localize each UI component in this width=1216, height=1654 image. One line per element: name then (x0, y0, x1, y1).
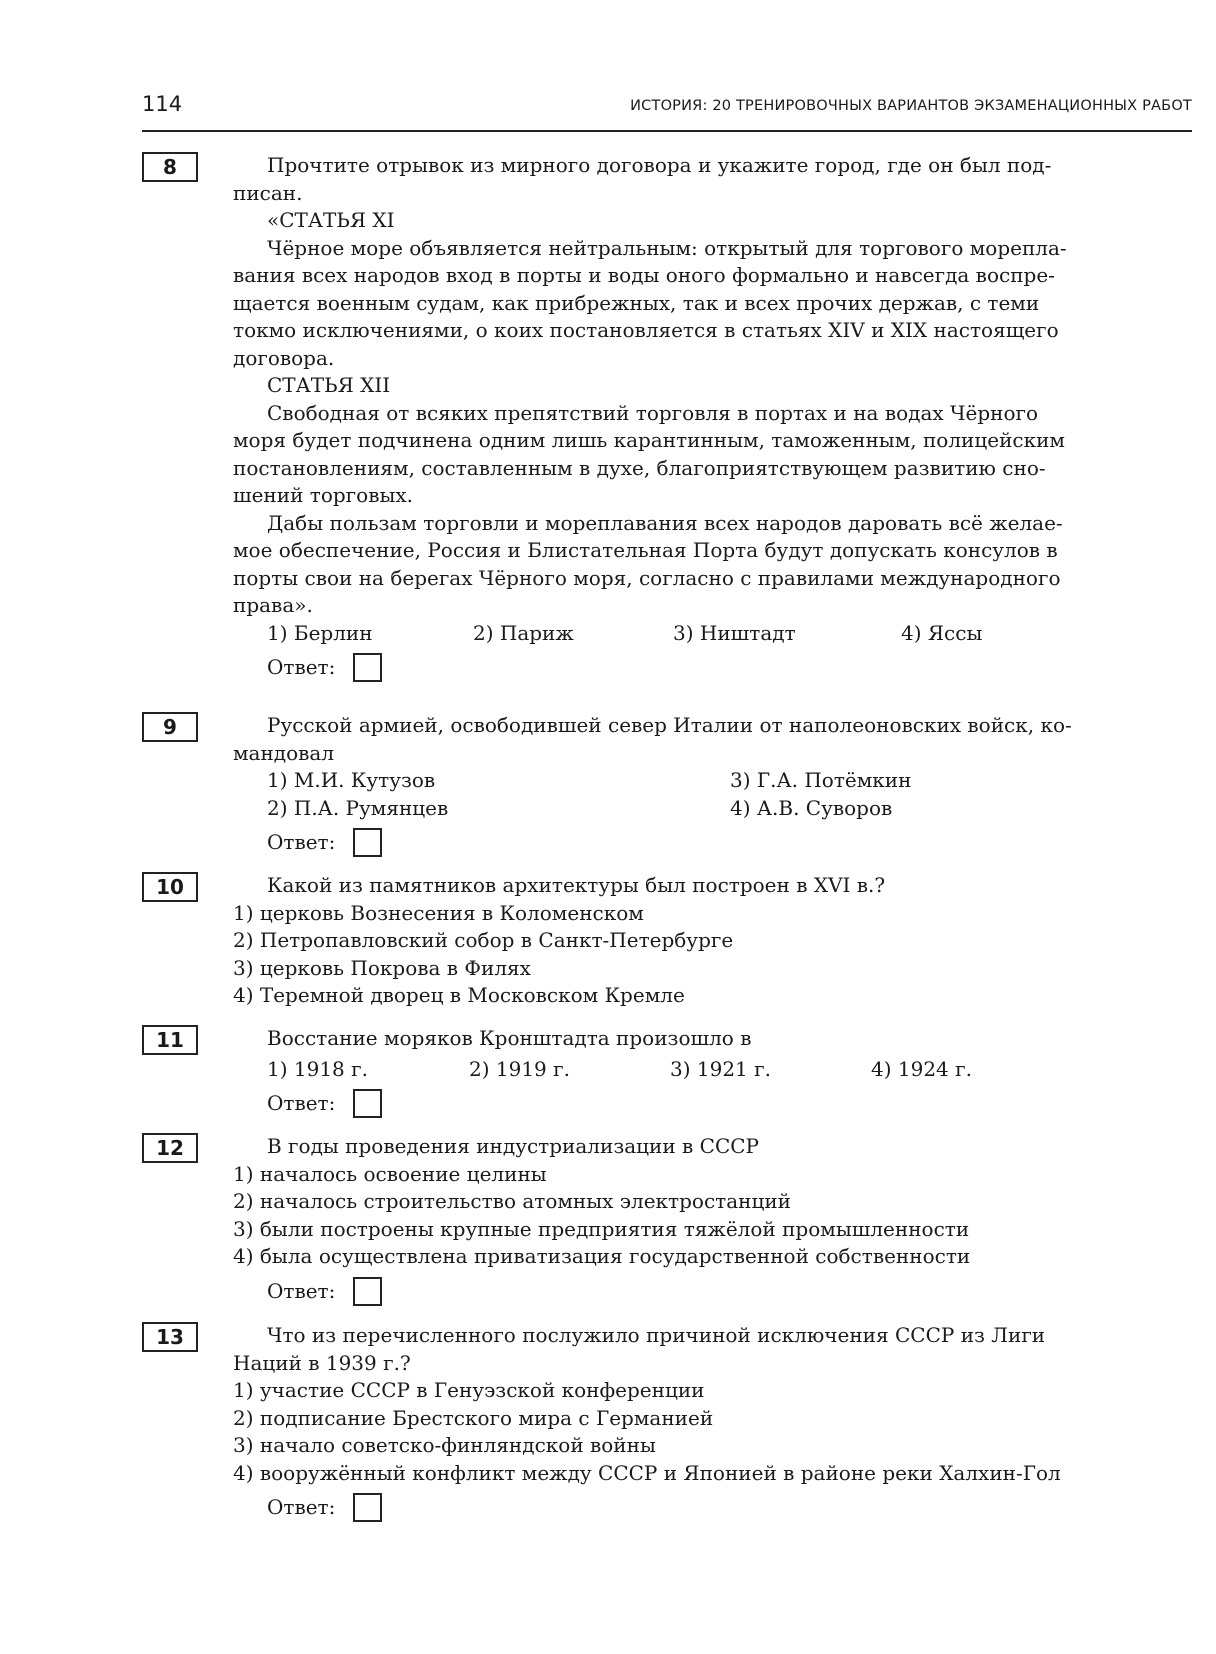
option: 2) началось строительство атомных электростанций (233, 1189, 791, 1213)
option: 2) Петропавловский собор в Санкт-Петербурге (233, 928, 734, 952)
question-line: Русской армией, освободившей север Италии от наполеоновских войск, ко- (267, 713, 1072, 737)
option: 3) Г.А. Потёмкин (730, 768, 912, 792)
answer-box[interactable] (353, 1089, 382, 1118)
task-body (233, 1025, 1191, 1121)
page-header (142, 90, 1192, 132)
answer-label: Ответ: (267, 830, 336, 854)
option: 1) церковь Вознесения в Коломенском (233, 900, 644, 925)
question-line: Что из перечисленного послужило причиной исключения СССР из Лиги (267, 1323, 1046, 1347)
question-line: Наций в 1939 г.? (233, 1350, 411, 1375)
source-line: шений торговых. (233, 483, 414, 507)
option: 1) Берлин (267, 620, 373, 645)
answer-box[interactable] (353, 828, 382, 857)
option: 1) М.И. Кутузов (267, 768, 436, 792)
option: 4) была осуществлена приватизация государственной собственности (233, 1244, 971, 1268)
source-line: Свободная от всяких препятствий торговля в портах и на водах Чёрного (267, 400, 1039, 425)
option: 2) 1919 г. (469, 1056, 570, 1081)
source-line: щается военным судам, как прибрежных, так и всех прочих держав, с теми (233, 290, 1040, 315)
task-number-box: 13 (142, 1322, 198, 1352)
option: 3) были построены крупные предприятия тяжёлой промышленности (233, 1216, 970, 1241)
task-body (233, 152, 1191, 685)
answer-row (267, 651, 1191, 685)
question-line: В годы проведения индустриализации в СССР (267, 1134, 760, 1158)
page-number: 114 (142, 92, 183, 116)
answer-row (267, 1491, 1191, 1525)
answer-box[interactable] (353, 653, 382, 682)
question-line: Какой из памятников архитектуры был построен в XVI в.? (267, 873, 886, 897)
source-line: токмо исключениями, о коих постановляется в статьях XIV и XIX настоящего (233, 318, 1059, 342)
options-row (233, 1056, 1191, 1084)
option: 4) А.В. Суворов (730, 795, 893, 820)
task-body (233, 1322, 1191, 1525)
answer-row (267, 826, 1191, 860)
option: 1) началось освоение целины (233, 1161, 547, 1186)
task-number-box: 11 (142, 1025, 198, 1055)
article-heading: СТАТЬЯ XII (267, 373, 391, 397)
task-body (233, 872, 1191, 1010)
option: 3) церковь Покрова в Филях (233, 955, 531, 980)
task-number-box: 12 (142, 1133, 198, 1163)
answer-label: Ответ: (267, 1091, 336, 1115)
source-line: Дабы пользам торговли и мореплавания всех народов даровать всё желае- (267, 510, 1063, 535)
source-line: постановлениям, составленным в духе, благоприятствующем развитию сно- (233, 455, 1046, 480)
source-line: порты свои на берегах Чёрного моря, согласно с правилами международного (233, 565, 1061, 590)
option: 2) П.А. Румянцев (267, 795, 449, 820)
answer-row (267, 1087, 1191, 1121)
source-line: мое обеспечение, Россия и Блистательная Порта будут допускать консулов в (233, 538, 1058, 562)
option: 4) 1924 г. (871, 1056, 972, 1081)
source-line: вания всех народов вход в порты и воды оного формально и навсегда воспре- (233, 263, 1055, 287)
task-number-box: 8 (142, 152, 198, 182)
running-title: ИСТОРИЯ: 20 ТРЕНИРОВОЧНЫХ ВАРИАНТОВ ЭКЗАМЕНАЦИОННЫХ РАБОТ (630, 98, 1192, 114)
source-line: моря будет подчинена одним лишь карантинным, таможенным, полицейским (233, 428, 1065, 452)
question-line: Восстание моряков Кронштадта произошло в (267, 1026, 752, 1050)
option: 2) подписание Брестского мира с Германией (233, 1405, 714, 1430)
task-body (233, 712, 1191, 860)
option: 1) 1918 г. (267, 1056, 368, 1081)
source-line: договора. (233, 345, 335, 370)
question-line: писан. (233, 180, 303, 205)
source-line: Чёрное море объявляется нейтральным: открытый для торгового морепла- (267, 235, 1067, 260)
option: 3) начало советско-финляндской войны (233, 1433, 656, 1457)
option: 4) вооружённый конфликт между СССР и Японией в районе реки Халхин-Гол (233, 1460, 1061, 1485)
question-line: мандовал (233, 740, 335, 765)
answer-label: Ответ: (267, 1278, 336, 1303)
answer-label: Ответ: (267, 655, 336, 679)
options-row (233, 620, 1191, 648)
option: 1) участие СССР в Генуэзской конференции (233, 1378, 705, 1402)
options-row (233, 795, 1191, 823)
task-body (233, 1133, 1191, 1309)
answer-row (267, 1275, 1191, 1309)
option: 3) Ништадт (673, 620, 796, 645)
article-heading: «СТАТЬЯ XI (267, 208, 395, 232)
source-line: права». (233, 593, 313, 617)
task-number-box: 9 (142, 712, 198, 742)
task-number-box: 10 (142, 872, 198, 902)
option: 4) Теремной дворец в Московском Кремле (233, 983, 685, 1007)
question-line: Прочтите отрывок из мирного договора и укажите город, где он был под- (267, 153, 1052, 177)
answer-box[interactable] (353, 1277, 382, 1306)
option: 4) Яссы (901, 620, 983, 645)
answer-label: Ответ: (267, 1495, 336, 1519)
option: 2) Париж (473, 620, 574, 645)
answer-box[interactable] (353, 1493, 382, 1522)
option: 3) 1921 г. (670, 1056, 771, 1081)
options-row (233, 767, 1191, 795)
